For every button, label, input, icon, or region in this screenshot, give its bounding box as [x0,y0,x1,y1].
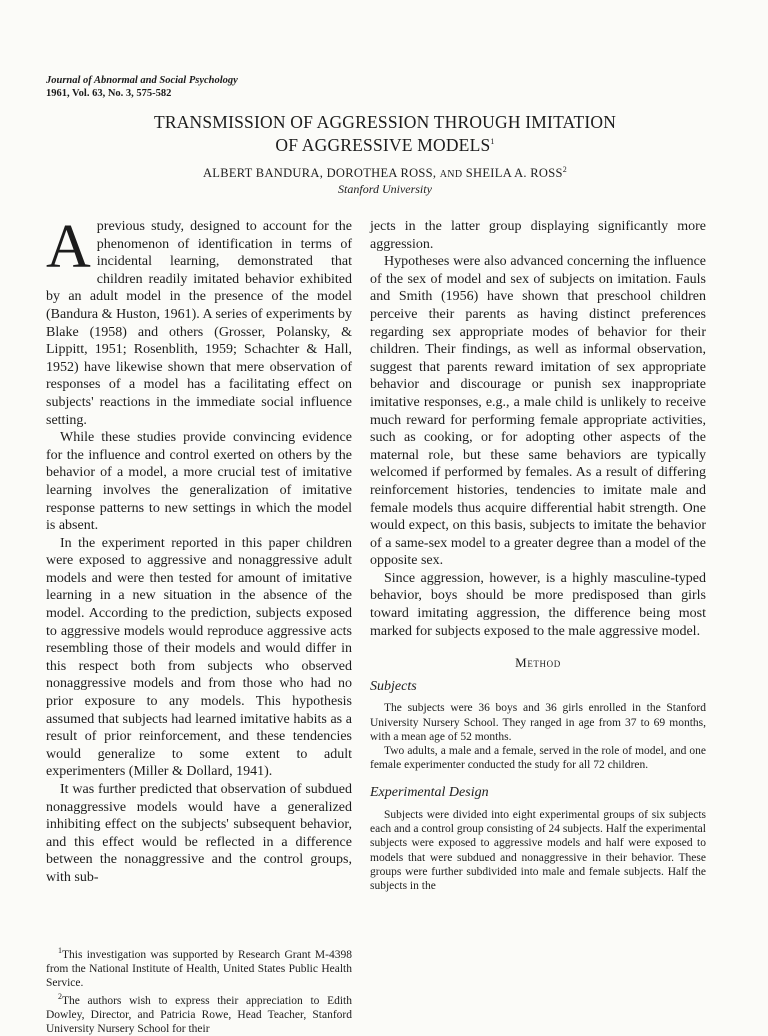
right-column [370,218,706,893]
paragraph-2: While these studies provide convincing evidence for the influence and control exerted on others by the behavior of a model, a more crucial test of imitative learning involves the generalization of imitative response patterns to new settings in which the model is absent. [46,430,352,534]
footnote-2-mark: 2 [58,991,62,1001]
subjects-section [370,701,706,772]
author-footnote-mark: 2 [562,165,568,174]
drop-cap: A [46,213,91,281]
subjects-heading: Subjects [370,678,417,694]
authors-part-1: ALBERT BANDURA, DOROTHEA ROSS, [202,166,437,181]
title-footnote-mark: 1 [490,137,495,146]
design-paragraph-1: Subjects were divided into eight experimental groups of six subjects each and a control group consisting of 24 subjects. Half the experimental subjects were exposed to aggressive models and half were exposed to models that were subdued and nonaggressive in their behavior. These groups were further subdivided into male and female subjects. Half the subjects in the [370,809,706,893]
authors-and: AND [439,169,463,181]
method-heading: Method [515,655,561,671]
footnotes [46,944,352,1036]
title-line-2: OF AGGRESSIVE MODELS [275,134,491,155]
affiliation: Stanford University [338,182,432,196]
right-paragraph-1: jects in the latter group displaying significantly more aggression. [370,219,706,252]
design-heading: Experimental Design [370,785,489,801]
journal-citation [46,74,238,100]
left-column [46,213,352,887]
subjects-paragraph-2: Two adults, a male and a female, served in the role of model, and one female experimenter conducted the study for all 72 children. [370,745,706,772]
right-paragraph-3: Since aggression, however, is a highly masculine-typed behavior, boys should be more predisposed than girls toward imitating aggression, the difference being most marked for subjects exposed to the male aggressive model. [370,570,706,639]
author-list [60,165,710,181]
intro-paragraph-text: previous study, designed to account for the phenomenon of identification in terms of incidental learning, demonstrated that children readily imitated behavior exhibited by an adult model in the presence of the model (Bandura & Huston, 1961). A series of experiments by Blake (1958) and others (Grosser, Polansky, & Lippitt, 1951; Rosenblith, 1959; Schachter & Hall, 1952) have likewise shown that mere observation of responses of a model has a facilitating effect on subjects' reactions in the immediate social influence setting. [46,219,352,428]
paragraph-4: It was further predicted that observation of subdued nonaggressive models would have a generalized inhibiting effect on the subjects' subsequent behavior, and this effect would be reflected in a difference between the nonaggressive and the control groups, with sub- [46,782,352,885]
paragraph-3: In the experiment reported in this paper children were exposed to aggressive and nonaggressive adult models and were then tested for amount of imitative learning in a new situation in the absence of the model. According to the prediction, subjects exposed to aggressive models would reproduce aggressive acts resembling those of their models and would differ in this respect both from subjects who observed nonaggressive models and from those who had no prior exposure to any models. This hypothesis assumed that subjects had learned imitative habits as a result of prior reinforcement, and these tendencies would generalize to some extent to adult experimenters (Miller & Dollard, 1941). [46,535,352,780]
design-section [370,808,706,893]
footnote-1-text: This investigation was supported by Research Grant M-4398 from the National Institute of Health, United States Public Health Service. [46,948,352,989]
intro-paragraph [46,213,352,429]
title-line-1: TRANSMISSION OF AGGRESSION THROUGH IMITATION [153,112,617,132]
article-title [60,112,710,155]
footnote-1-mark: 1 [58,946,62,955]
footnote-1 [46,944,352,990]
footnote-2 [46,990,352,1036]
authors-part-2: SHEILA A. ROSS [465,166,563,181]
footnote-2-text: The authors wish to express their appreciation to Edith Dowley, Director, and Patricia Rowe, Head Teacher, Stanford University Nursery School for their [46,994,352,1035]
journal-name: Journal of Abnormal and Social Psychology [46,75,238,86]
right-paragraph-2: Hypotheses were also advanced concerning the influence of the sex of model and sex of subjects on imitation. Fauls and Smith (1956) have shown that preschool children perceive their parents as having distinct preferences regarding sex appropriate modes of behavior for their children. Their findings, as well as informal observation, suggest that parents reward imitation of sex appropriate behavior and discourage or punish sex inappropriate imitative responses, e.g., a male child is unlikely to receive much reward for performing female appropriate activities, such as cooking, or for adopting other aspects of the maternal role, but these same behaviors are typically welcomed if performed by females. As a result of differing reinforcement histories, tendencies to imitate male and female models thus acquire differential habit strength. One would expect, on this basis, subjects to imitate the behavior of a same-sex model to a greater degree than a model of the opposite sex. [370,254,706,569]
subjects-paragraph-1: The subjects were 36 boys and 36 girls enrolled in the Stanford University Nursery School. They ranged in age from 37 to 69 months, with a mean age of 52 months. [370,702,706,743]
journal-issue-info: 1961, Vol. 63, No. 3, 575-582 [46,88,172,99]
